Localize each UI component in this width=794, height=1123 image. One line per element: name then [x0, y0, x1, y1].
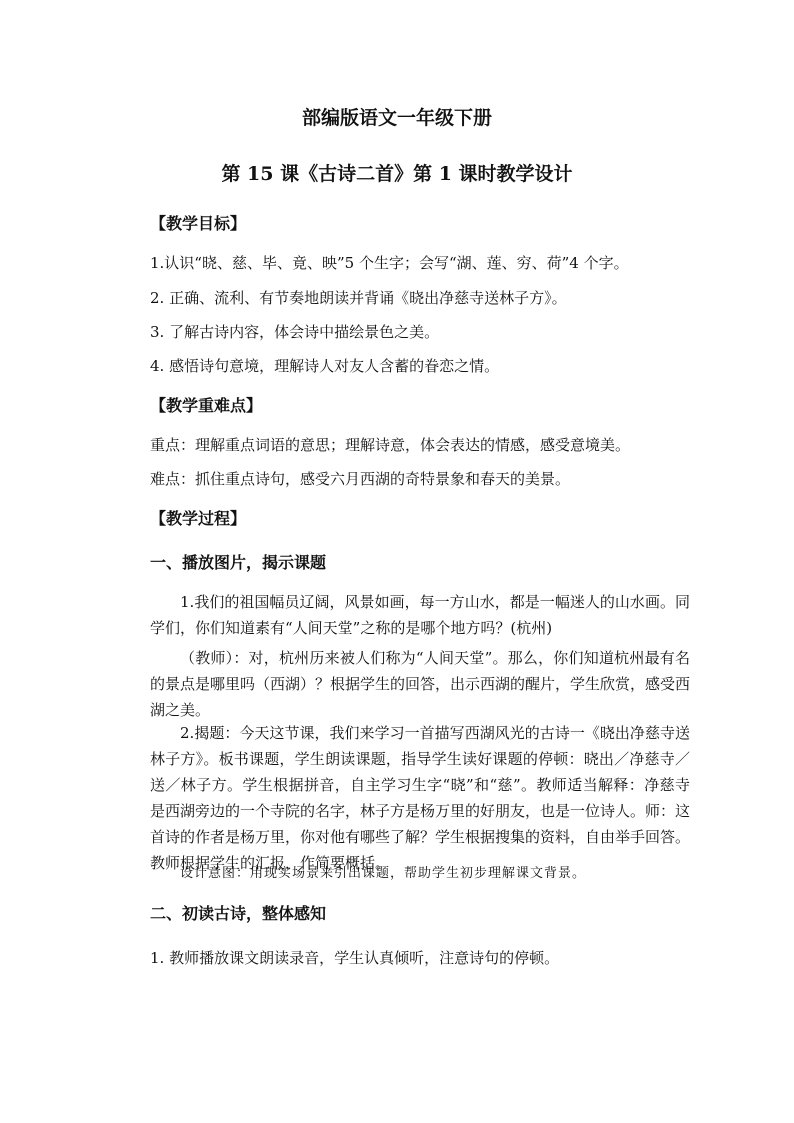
part1-paragraph-1: 1.我们的祖国幅员辽阔，风景如画，每一方山水，都是一幅迷人的山水画。同学们，你们知道素有“人间天堂”之称的是哪个地方吗？(杭州) — [150, 593, 690, 637]
objective-item-4: 4. 感悟诗句意境，理解诗人对友人含蓄的眷恋之情。 — [150, 357, 500, 375]
part1-paragraph-2: （教师）：对，杭州历来被人们称为“人间天堂”。那么，你们知道杭州最有名的景点是哪里吗（西湖）？根据学生的回答，出示西湖的醒片，学生欣赏，感受西湖之美。 — [150, 649, 691, 719]
objective-item-1: 1.认识“晓、慈、毕、竟、映”5 个生字；会写“湖、莲、穷、荷”4 个字。 — [150, 254, 629, 272]
part2-heading: 二、初读古诗，整体感知 — [150, 904, 327, 923]
key-points-heading: 【教学重难点】 — [150, 396, 263, 415]
process-heading: 【教学过程】 — [150, 509, 247, 528]
design-note: 设计意图：用现实场景来引出课题，帮助学生初步理解课文背景。 — [180, 866, 587, 881]
objectives-heading: 【教学目标】 — [150, 214, 247, 233]
part2-paragraph-1: 1. 教师播放课文朗读录音，学生认真倾听，注意诗句的停顿。 — [150, 949, 560, 967]
objective-item-2: 2. 正确、流利、有节奏地朗读并背诵《晓出净慈寺送林子方》。 — [150, 289, 567, 307]
part1-paragraph-3: 2.揭题：今天这节课，我们来学习一首描写西湖风光的古诗一《晓出净慈寺送林子方》。板书课题，学生朗读课题，指导学生读好课题的停顿：晓出／净慈寺／送／林子方。学生根据拼音，自主学习生字“晓”和“慈”。教师适当解释：净慈寺是西湖旁边的一个寺院的名字，林子方是杨万里的好朋友，也是一位诗人。师：这首诗的作者是杨万里，你对他有哪些了解？学生根据搜集的资料，自由举手回答。教师根据学生的汇报，作简要概括。 — [150, 724, 691, 872]
objective-item-3: 3. 了解古诗内容，体会诗中描绘景色之美。 — [150, 323, 440, 341]
important-point: 重点：理解重点词语的意思；理解诗意，体会表达的情感，感受意境美。 — [150, 436, 631, 454]
part1-heading: 一、播放图片，揭示课题 — [150, 553, 327, 572]
difficult-point: 难点：抓住重点诗句，感受六月西湖的奇特景象和春天的美景。 — [150, 470, 571, 488]
document-title: 部编版语文一年级下册 — [301, 107, 492, 129]
document-subtitle: 第 15 课《古诗二首》第 1 课时教学设计 — [221, 163, 573, 185]
